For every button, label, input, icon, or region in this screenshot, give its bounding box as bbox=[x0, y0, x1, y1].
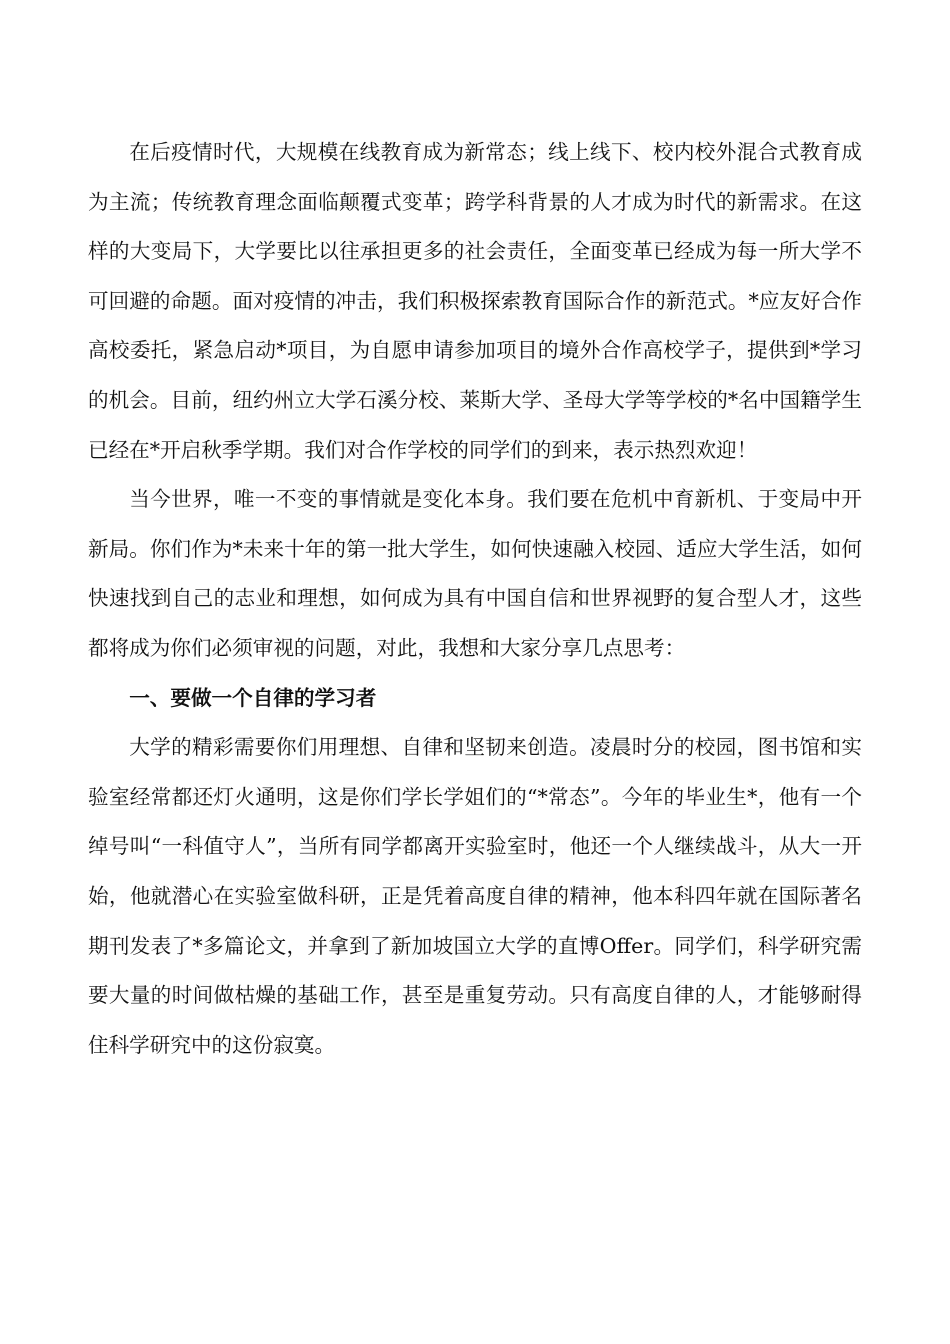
paragraph-changing-world: 当今世界，唯一不变的事情就是变化本身。我们要在危机中育新机、于变局中开新局。你们作为*未来十年的第一批大学生，如何快速融入校园、适应大学生活，如何快速找到自己的志业和理想，如何成为具有中国自信和世界视野的复合型人才，这些都将成为你们必须审视的问题，对此，我想和大家分享几点思考： bbox=[88, 487, 862, 660]
paragraph-self-discipline: 大学的精彩需要你们用理想、自律和坚韧来创造。凌晨时分的校园，图书馆和实验室经常都还灯火通明，这是你们学长学姐们的“*常态”。今年的毕业生*，他有一个绰号叫“一科值守人”，当所有同学都离开实验室时，他还一个人继续战斗，从大一开始，他就潜心在实验室做科研，正是凭着高度自律的精神，他本科四年就在国际著名期刊发表了*多篇论文，并拿到了新加坡国立大学的直博Offer。同学们，科学研究需要大量的时间做枯燥的基础工作，甚至是重复劳动。只有高度自律的人，才能够耐得住科学研究中的这份寂寞。 bbox=[88, 735, 862, 1057]
paragraph-intro: 在后疫情时代，大规模在线教育成为新常态；线上线下、校内校外混合式教育成为主流；传统教育理念面临颠覆式变革；跨学科背景的人才成为时代的新需求。在这样的大变局下，大学要比以往承担更多的社会责任，全面变革已经成为每一所大学不可回避的命题。面对疫情的冲击，我们积极探索教育国际合作的新范式。*应友好合作高校委托，紧急启动*项目，为自愿申请参加项目的境外合作高校学子，提供到*学习的机会。目前，纽约州立大学石溪分校、莱斯大学、圣母大学等学校的*名中国籍学生已经在*开启秋季学期。我们对合作学校的同学们的到来，表示热烈欢迎！ bbox=[88, 140, 862, 462]
document-page bbox=[88, 128, 862, 1070]
section-heading: 一、要做一个自律的学习者 bbox=[129, 685, 377, 710]
